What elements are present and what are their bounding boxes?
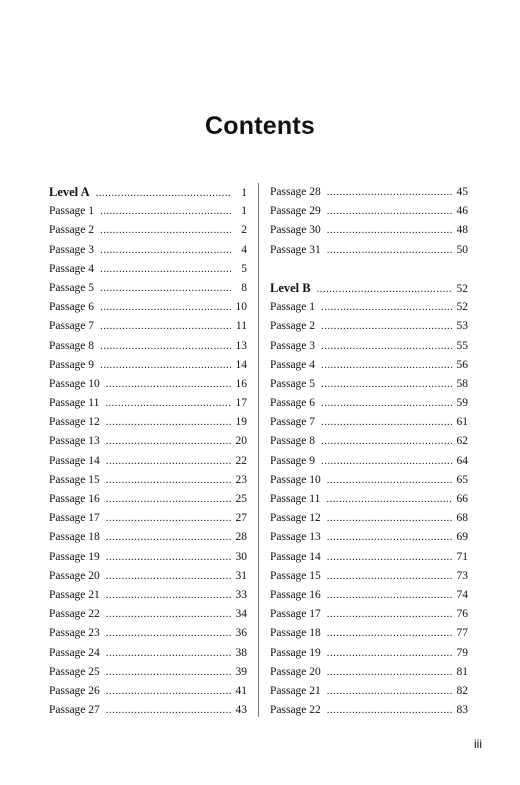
toc-entry-page: 76 [456,608,468,621]
dot-leader [106,509,231,528]
toc-entry-title: Passage 1 [270,301,316,314]
toc-entry-page: 46 [456,205,468,218]
dot-leader [321,317,452,336]
toc-entry[interactable] [270,663,468,682]
toc-entry[interactable] [49,221,247,240]
dot-leader [327,663,452,682]
dot-leader [327,528,452,547]
toc-entry-page: 52 [456,282,468,295]
toc-entry-title: Passage 5 [270,377,316,390]
dot-leader [321,356,452,375]
toc-entry[interactable] [49,567,247,586]
toc-entry[interactable] [270,298,468,317]
dot-leader [321,375,452,394]
toc-entry[interactable] [49,241,247,260]
dot-leader [327,509,452,528]
toc-entry[interactable] [270,490,468,509]
dot-leader [106,452,231,471]
toc-entry-page: 74 [456,588,468,601]
toc-entry-page: 23 [235,473,247,486]
toc-entry-title: Passage 9 [49,358,95,371]
toc-entry-title: Passage 27 [49,704,100,717]
toc-entry-title: Passage 18 [49,531,100,544]
dot-leader [106,471,231,490]
toc-entry-title: Passage 20 [270,665,321,678]
toc-entry-title: Passage 10 [270,473,321,486]
dot-leader [100,317,231,336]
toc-entry-title: Passage 12 [270,512,321,525]
toc-entry-page: 38 [235,646,247,659]
toc-entry-page: 71 [456,550,468,563]
toc-entry-page: 36 [235,627,247,640]
toc-entry-title: Level B [270,280,311,295]
toc-entry[interactable] [49,279,247,298]
toc-entry-page: 45 [456,186,468,198]
toc-entry[interactable] [270,586,468,605]
toc-entry-page: 61 [456,416,468,429]
dot-leader [100,356,231,375]
dot-leader [106,528,231,547]
toc-entry[interactable] [270,356,468,375]
toc-entry-page: 34 [235,608,247,621]
toc-entry-title: Passage 2 [49,224,95,237]
toc-entry-page: 65 [456,473,468,486]
toc-entry[interactable] [49,624,247,643]
toc-entry-title: Passage 2 [270,320,316,333]
dot-leader [327,624,452,643]
toc-entry-page: 77 [456,627,468,640]
toc-entry-title: Passage 31 [270,243,321,256]
toc-entry[interactable] [49,356,247,375]
toc-entry[interactable] [270,528,468,547]
toc-entry-title: Passage 26 [49,684,100,697]
toc-entry[interactable] [49,509,247,528]
toc-right-column [270,183,468,720]
toc-entry[interactable] [270,183,468,202]
dot-leader [106,548,231,567]
toc-entry-title: Passage 14 [49,454,100,467]
dot-leader [327,183,452,202]
dot-leader [105,394,231,413]
toc-entry[interactable] [270,471,468,490]
dot-leader [321,452,452,471]
dot-leader [321,337,452,356]
toc-entry-page: 31 [235,569,247,582]
dot-leader [327,605,452,624]
toc-entry-page: 62 [456,435,468,448]
toc-entry-title: Passage 23 [49,627,100,640]
toc-entry[interactable] [270,241,468,260]
toc-entry-page: 33 [235,588,247,601]
toc-entry-title: Passage 5 [49,281,95,294]
dot-leader [106,586,231,605]
dot-leader [327,221,452,240]
toc-entry-title: Passage 7 [270,416,316,429]
toc-entry-title: Passage 21 [270,684,321,697]
toc-entry-title: Passage 29 [270,205,321,218]
toc-entry[interactable] [270,548,468,567]
dot-leader [106,375,231,394]
toc-entry[interactable] [270,567,468,586]
toc-entry-page: 4 [241,243,247,256]
toc-entry-title: Passage 13 [270,531,321,544]
toc-entry-title: Passage 30 [270,224,321,237]
toc-entry[interactable] [270,452,468,471]
toc-entry-title: Passage 11 [49,397,100,410]
toc-entry[interactable] [270,432,468,451]
toc-entry-page: 59 [456,397,468,410]
toc-entry-page: 83 [456,704,468,717]
dot-leader [106,682,231,701]
toc-entry[interactable] [49,413,247,432]
toc-entry[interactable] [49,394,247,413]
toc-entry-title: Passage 25 [49,665,100,678]
toc-entry[interactable] [49,682,247,701]
dot-leader [321,298,452,317]
toc-entry[interactable] [49,452,247,471]
toc-entry[interactable] [49,528,247,547]
toc-entry-page: 58 [456,377,468,390]
toc-entry-title: Passage 14 [270,550,321,563]
dot-leader [100,202,231,221]
toc-entry[interactable] [270,317,468,336]
dot-leader [100,260,231,279]
dot-leader [106,567,231,586]
toc-entry-page: 16 [235,377,247,390]
toc-entry-title: Passage 28 [270,186,321,198]
dot-leader [327,682,452,701]
toc-entry-page: 66 [456,493,468,505]
dot-leader [327,548,452,567]
column-divider [258,183,259,717]
dot-leader [326,490,452,509]
toc-entry-page: 1 [241,205,247,218]
dot-leader [106,432,231,451]
toc-entry-page: 53 [456,320,468,333]
toc-entry[interactable] [270,644,468,663]
toc-entry-title: Passage 15 [49,473,100,486]
toc-entry[interactable] [270,394,468,413]
dot-leader [327,567,452,586]
dot-leader [106,605,231,624]
dot-leader [96,184,231,203]
toc-entry-title: Passage 7 [49,320,95,333]
toc-entry-page: 52 [456,301,468,314]
toc-entry[interactable] [49,605,247,624]
toc-entry-title: Passage 12 [49,416,100,429]
toc-entry-page: 73 [456,569,468,582]
toc-entry-page: 69 [456,531,468,544]
toc-entry-title: Passage 6 [49,301,95,314]
toc-entry-page: 19 [235,416,247,429]
toc-entry-title: Passage 15 [270,569,321,582]
toc-entry-page: 14 [235,358,247,371]
toc-entry-page: 64 [456,454,468,467]
toc-entry[interactable] [49,548,247,567]
toc-entry[interactable] [270,202,468,221]
toc-entry-page: 30 [235,550,247,563]
toc-entry-title: Passage 17 [49,512,100,525]
toc-entry-title: Passage 8 [270,435,316,448]
toc-entry-title: Passage 10 [49,377,100,390]
dot-leader [327,644,452,663]
toc-entry[interactable] [270,337,468,356]
toc-entry[interactable] [49,586,247,605]
toc-entry-title: Passage 6 [270,397,316,410]
toc-entry-page: 55 [456,339,468,352]
toc-entry[interactable] [270,682,468,701]
toc-entry-page: 68 [456,512,468,525]
page-title: Contents [205,112,315,140]
dot-leader [321,394,452,413]
toc-entry[interactable] [270,605,468,624]
dot-leader [106,624,231,643]
toc-entry-title: Passage 16 [49,493,100,505]
toc-entry-page: 81 [456,665,468,678]
toc-entry[interactable] [49,490,247,509]
toc-entry-title: Passage 11 [270,493,321,505]
toc-entry[interactable] [49,298,247,317]
toc-entry-title: Passage 1 [49,205,95,218]
toc-entry-page: 1 [241,187,247,199]
toc-entry[interactable] [270,221,468,240]
toc-entry-title: Passage 21 [49,588,100,601]
toc-entry-page: 48 [456,224,468,237]
dot-leader [106,490,231,509]
toc-entry-page: 82 [456,684,468,697]
dot-leader [100,337,231,356]
toc-entry[interactable] [270,375,468,394]
toc-entry-title: Passage 18 [270,627,321,640]
toc-entry[interactable] [49,471,247,490]
toc-entry[interactable] [270,701,468,720]
dot-leader [321,413,452,432]
toc-section-entry[interactable] [270,279,468,298]
toc-entry-page: 5 [241,262,247,275]
toc-entry[interactable] [49,644,247,663]
toc-entry[interactable] [270,413,468,432]
dot-leader [321,432,452,451]
page-number: iii [474,737,482,751]
toc-entry[interactable] [49,432,247,451]
toc-entry[interactable] [49,375,247,394]
toc-entry-title: Passage 4 [270,358,316,371]
toc-entry-page: 10 [235,301,247,314]
toc-entry-page: 17 [235,397,247,410]
toc-entry[interactable] [49,701,247,720]
toc-entry[interactable] [49,317,247,336]
toc-entry[interactable] [270,624,468,643]
toc-entry-title: Level A [49,185,90,199]
toc-left-column [49,183,247,720]
dot-leader [106,701,231,720]
toc-entry-title: Passage 20 [49,569,100,582]
toc-entry-title: Passage 17 [270,608,321,621]
dot-leader [327,471,452,490]
toc-entry[interactable] [49,260,247,279]
toc-entry-title: Passage 22 [49,608,100,621]
dot-leader [100,221,231,240]
toc-entry-title: Passage 24 [49,646,100,659]
toc-entry-page: 8 [241,281,247,294]
toc-entry-page: 11 [235,320,247,333]
dot-leader [106,644,231,663]
toc-entry-title: Passage 3 [49,243,95,256]
toc-entry-page: 25 [235,493,247,505]
dot-leader [327,202,452,221]
toc-entry-title: Passage 4 [49,262,95,275]
toc-entry-title: Passage 16 [270,588,321,601]
toc-entry-page: 2 [241,224,247,237]
dot-leader [100,241,231,260]
toc-entry-title: Passage 8 [49,339,95,352]
toc-entry[interactable] [49,337,247,356]
toc-entry[interactable] [49,202,247,221]
toc-entry-title: Passage 22 [270,704,321,717]
toc-entry[interactable] [49,663,247,682]
dot-leader [100,279,231,298]
toc-entry-page: 39 [235,665,247,678]
toc-entry-title: Passage 3 [270,339,316,352]
dot-leader [327,586,452,605]
toc-entry-title: Passage 9 [270,454,316,467]
toc-entry-title: Passage 13 [49,435,100,448]
dot-leader [327,701,452,720]
dot-leader [317,280,452,299]
toc-entry-page: 50 [456,243,468,256]
dot-leader [106,663,231,682]
dot-leader [327,241,452,260]
toc-entry-title: Passage 19 [270,646,321,659]
toc-entry-page: 79 [456,646,468,659]
toc-entry-page: 27 [235,512,247,525]
toc-entry-page: 22 [235,454,247,467]
toc-section-entry[interactable] [49,183,247,202]
dot-leader [106,413,231,432]
toc-entry-page: 20 [235,435,247,448]
toc-spacer [270,260,468,279]
toc-entry-page: 41 [235,684,247,697]
toc-entry[interactable] [270,509,468,528]
toc-entry-page: 28 [235,531,247,544]
toc-entry-title: Passage 19 [49,550,100,563]
toc-entry-page: 56 [456,358,468,371]
toc-entry-page: 43 [235,704,247,717]
dot-leader [100,298,231,317]
toc-entry-page: 13 [235,339,247,352]
